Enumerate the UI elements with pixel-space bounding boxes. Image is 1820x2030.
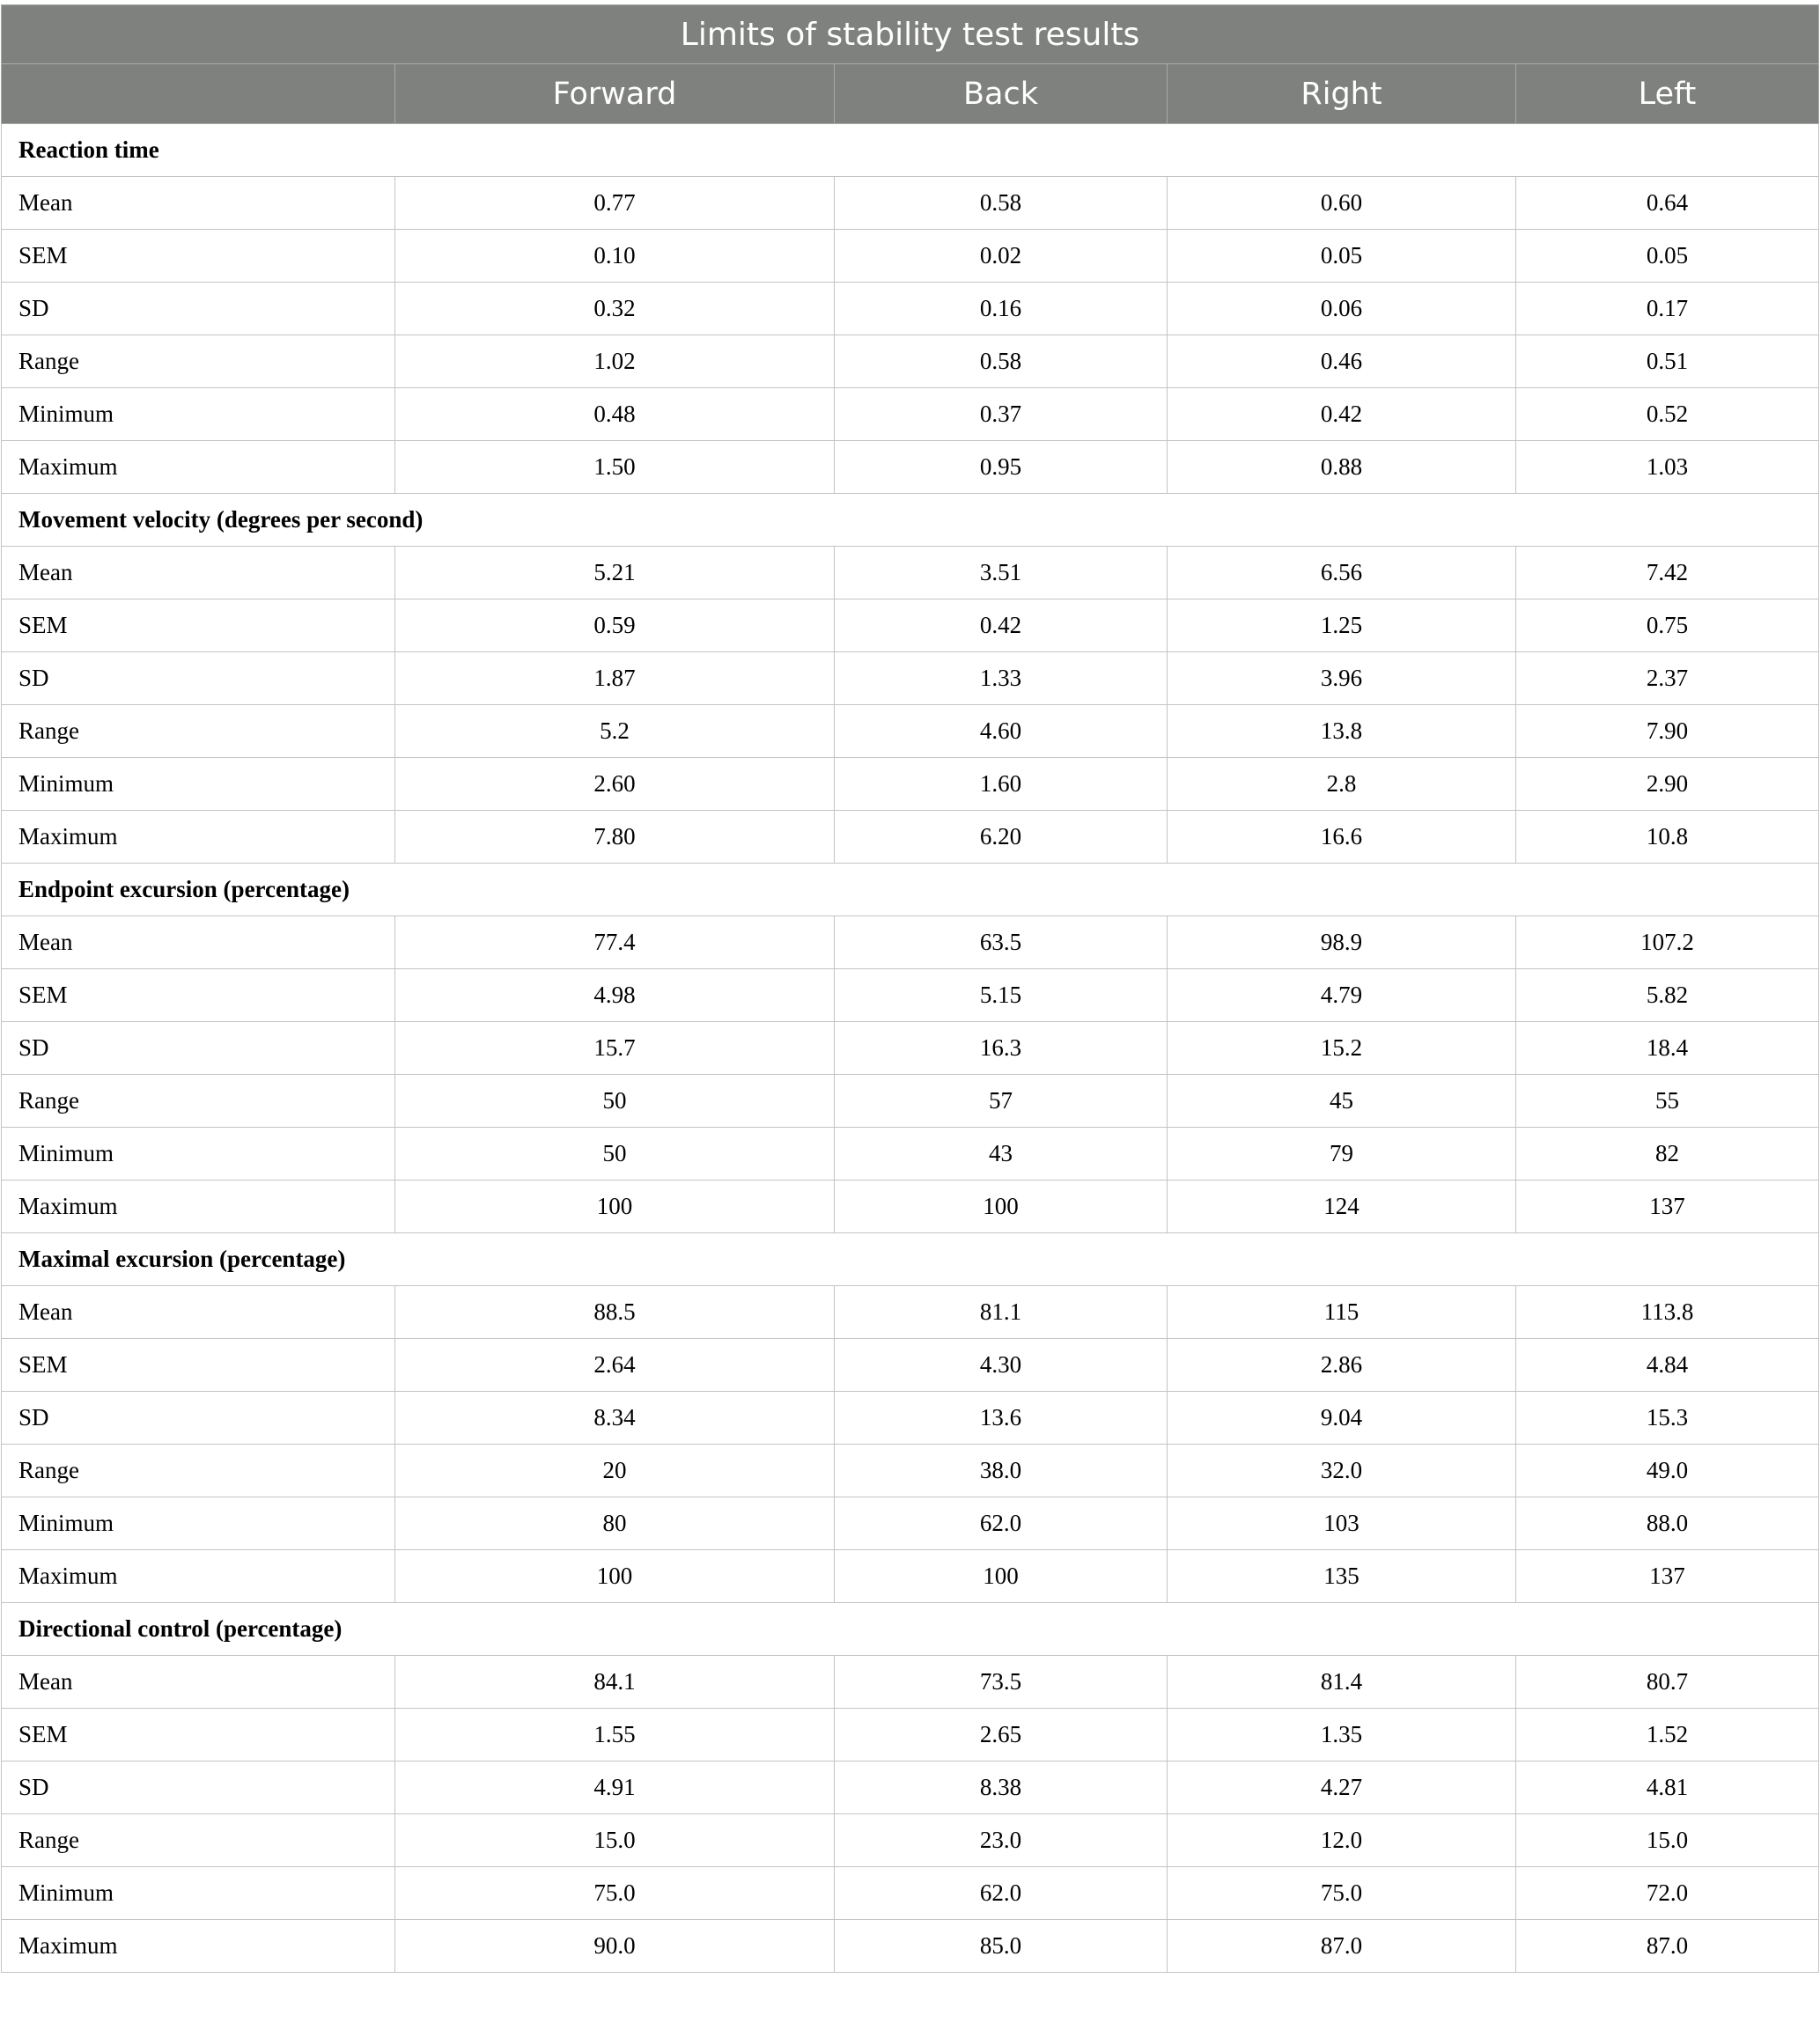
cell-left: 2.37 [1516,652,1819,705]
section-heading: Maximal excursion (percentage) [2,1233,1819,1286]
table-row [2,705,1819,758]
table-row [2,1920,1819,1973]
section-heading: Reaction time [2,124,1819,177]
cell-right: 1.25 [1168,599,1516,652]
cell-forward: 1.02 [395,335,835,388]
row-label: Minimum [2,1497,395,1550]
cell-right: 6.56 [1168,547,1516,599]
row-label: Mean [2,177,395,230]
table-row [2,1022,1819,1075]
cell-left: 18.4 [1516,1022,1819,1075]
row-label: Maximum [2,441,395,494]
row-label: Maximum [2,1920,395,1973]
cell-forward: 7.80 [395,811,835,864]
cell-forward: 5.21 [395,547,835,599]
cell-left: 0.75 [1516,599,1819,652]
row-label: Range [2,1075,395,1128]
table-row [2,441,1819,494]
cell-forward: 1.55 [395,1709,835,1762]
table-body [2,124,1819,1973]
row-label: SEM [2,230,395,283]
cell-left: 1.52 [1516,1709,1819,1762]
cell-forward: 0.10 [395,230,835,283]
table-row [2,335,1819,388]
row-label: Range [2,335,395,388]
cell-right: 135 [1168,1550,1516,1603]
cell-left: 88.0 [1516,1497,1819,1550]
table-row [2,388,1819,441]
cell-back: 5.15 [835,969,1168,1022]
cell-back: 38.0 [835,1445,1168,1497]
table-row [2,547,1819,599]
cell-forward: 4.91 [395,1762,835,1814]
column-header-right: Right [1168,64,1516,124]
row-label: Minimum [2,1867,395,1920]
cell-left: 0.17 [1516,283,1819,335]
cell-back: 43 [835,1128,1168,1180]
table-row [2,1762,1819,1814]
row-label: Range [2,1814,395,1867]
cell-forward: 100 [395,1180,835,1233]
row-label: Maximum [2,1180,395,1233]
cell-back: 1.60 [835,758,1168,811]
column-header-back: Back [835,64,1168,124]
table-title-row [2,5,1819,64]
cell-left: 87.0 [1516,1920,1819,1973]
cell-right: 4.27 [1168,1762,1516,1814]
cell-forward: 90.0 [395,1920,835,1973]
cell-forward: 0.48 [395,388,835,441]
cell-back: 6.20 [835,811,1168,864]
cell-left: 7.42 [1516,547,1819,599]
row-label: Range [2,1445,395,1497]
cell-left: 0.64 [1516,177,1819,230]
cell-back: 4.30 [835,1339,1168,1392]
cell-back: 13.6 [835,1392,1168,1445]
cell-right: 12.0 [1168,1814,1516,1867]
row-label: Minimum [2,758,395,811]
cell-right: 16.6 [1168,811,1516,864]
cell-left: 82 [1516,1128,1819,1180]
section-heading: Movement velocity (degrees per second) [2,494,1819,547]
table-row [2,969,1819,1022]
table-row [2,652,1819,705]
cell-right: 0.46 [1168,335,1516,388]
cell-right: 87.0 [1168,1920,1516,1973]
cell-back: 1.33 [835,652,1168,705]
table-row [2,1709,1819,1762]
table-row [2,283,1819,335]
table-row [2,1180,1819,1233]
row-label: SEM [2,1339,395,1392]
row-label: SEM [2,1709,395,1762]
row-label: Mean [2,916,395,969]
cell-right: 13.8 [1168,705,1516,758]
cell-left: 2.90 [1516,758,1819,811]
section-header-row [2,864,1819,916]
cell-right: 103 [1168,1497,1516,1550]
row-label: Minimum [2,388,395,441]
table-row [2,599,1819,652]
cell-right: 2.8 [1168,758,1516,811]
column-header-row [2,64,1819,124]
cell-forward: 50 [395,1128,835,1180]
cell-left: 0.52 [1516,388,1819,441]
cell-back: 23.0 [835,1814,1168,1867]
table-row [2,230,1819,283]
cell-back: 4.60 [835,705,1168,758]
row-label: Mean [2,1656,395,1709]
cell-right: 32.0 [1168,1445,1516,1497]
cell-forward: 80 [395,1497,835,1550]
cell-forward: 20 [395,1445,835,1497]
cell-left: 7.90 [1516,705,1819,758]
cell-forward: 2.64 [395,1339,835,1392]
cell-back: 8.38 [835,1762,1168,1814]
cell-back: 100 [835,1550,1168,1603]
cell-back: 0.42 [835,599,1168,652]
section-heading: Directional control (percentage) [2,1603,1819,1656]
cell-right: 45 [1168,1075,1516,1128]
cell-back: 63.5 [835,916,1168,969]
section-header-row [2,124,1819,177]
cell-right: 0.42 [1168,388,1516,441]
cell-back: 0.58 [835,177,1168,230]
row-label: SEM [2,969,395,1022]
cell-right: 9.04 [1168,1392,1516,1445]
table-row [2,758,1819,811]
column-header-empty [2,64,395,124]
row-label: SD [2,283,395,335]
cell-forward: 75.0 [395,1867,835,1920]
cell-forward: 77.4 [395,916,835,969]
row-label: SD [2,1762,395,1814]
column-header-left: Left [1516,64,1819,124]
table-row [2,1075,1819,1128]
section-header-row [2,1603,1819,1656]
cell-left: 4.84 [1516,1339,1819,1392]
row-label: SD [2,1022,395,1075]
table-row [2,1128,1819,1180]
cell-back: 0.02 [835,230,1168,283]
cell-right: 0.60 [1168,177,1516,230]
cell-left: 55 [1516,1075,1819,1128]
column-header-forward: Forward [395,64,835,124]
cell-back: 0.95 [835,441,1168,494]
cell-back: 73.5 [835,1656,1168,1709]
table-row [2,1656,1819,1709]
cell-left: 4.81 [1516,1762,1819,1814]
cell-right: 3.96 [1168,652,1516,705]
cell-right: 81.4 [1168,1656,1516,1709]
cell-right: 79 [1168,1128,1516,1180]
cell-back: 16.3 [835,1022,1168,1075]
cell-back: 62.0 [835,1497,1168,1550]
cell-right: 0.06 [1168,283,1516,335]
cell-back: 3.51 [835,547,1168,599]
cell-left: 1.03 [1516,441,1819,494]
cell-forward: 8.34 [395,1392,835,1445]
cell-left: 80.7 [1516,1656,1819,1709]
cell-back: 0.37 [835,388,1168,441]
cell-forward: 0.32 [395,283,835,335]
table-row [2,811,1819,864]
row-label: SD [2,652,395,705]
cell-forward: 2.60 [395,758,835,811]
table-row [2,1445,1819,1497]
table-row [2,916,1819,969]
cell-back: 0.58 [835,335,1168,388]
cell-left: 10.8 [1516,811,1819,864]
row-label: SEM [2,599,395,652]
cell-right: 115 [1168,1286,1516,1339]
cell-left: 5.82 [1516,969,1819,1022]
cell-forward: 0.77 [395,177,835,230]
cell-left: 107.2 [1516,916,1819,969]
cell-back: 0.16 [835,283,1168,335]
cell-back: 62.0 [835,1867,1168,1920]
table-row [2,1497,1819,1550]
cell-left: 137 [1516,1550,1819,1603]
table-row [2,1392,1819,1445]
cell-right: 0.88 [1168,441,1516,494]
cell-forward: 15.0 [395,1814,835,1867]
cell-left: 15.0 [1516,1814,1819,1867]
cell-right: 0.05 [1168,230,1516,283]
row-label: Mean [2,547,395,599]
cell-left: 72.0 [1516,1867,1819,1920]
section-header-row [2,494,1819,547]
table-row [2,1339,1819,1392]
row-label: Range [2,705,395,758]
cell-forward: 84.1 [395,1656,835,1709]
table-row [2,1286,1819,1339]
cell-forward: 4.98 [395,969,835,1022]
cell-left: 137 [1516,1180,1819,1233]
table-row [2,1814,1819,1867]
cell-right: 2.86 [1168,1339,1516,1392]
cell-forward: 1.50 [395,441,835,494]
row-label: Maximum [2,1550,395,1603]
cell-left: 0.51 [1516,335,1819,388]
cell-right: 98.9 [1168,916,1516,969]
cell-back: 57 [835,1075,1168,1128]
cell-back: 81.1 [835,1286,1168,1339]
cell-back: 85.0 [835,1920,1168,1973]
cell-left: 15.3 [1516,1392,1819,1445]
cell-back: 2.65 [835,1709,1168,1762]
section-heading: Endpoint excursion (percentage) [2,864,1819,916]
table-row [2,1550,1819,1603]
cell-forward: 100 [395,1550,835,1603]
row-label: Minimum [2,1128,395,1180]
cell-back: 100 [835,1180,1168,1233]
row-label: Mean [2,1286,395,1339]
cell-forward: 50 [395,1075,835,1128]
cell-right: 4.79 [1168,969,1516,1022]
cell-forward: 88.5 [395,1286,835,1339]
cell-left: 49.0 [1516,1445,1819,1497]
cell-right: 15.2 [1168,1022,1516,1075]
cell-right: 124 [1168,1180,1516,1233]
cell-forward: 0.59 [395,599,835,652]
cell-left: 0.05 [1516,230,1819,283]
section-header-row [2,1233,1819,1286]
stability-results-table [1,4,1819,1973]
table-row [2,1867,1819,1920]
table-title: Limits of stability test results [2,5,1819,64]
row-label: Maximum [2,811,395,864]
table-row [2,177,1819,230]
cell-forward: 15.7 [395,1022,835,1075]
row-label: SD [2,1392,395,1445]
cell-right: 1.35 [1168,1709,1516,1762]
cell-forward: 1.87 [395,652,835,705]
cell-left: 113.8 [1516,1286,1819,1339]
cell-forward: 5.2 [395,705,835,758]
cell-right: 75.0 [1168,1867,1516,1920]
